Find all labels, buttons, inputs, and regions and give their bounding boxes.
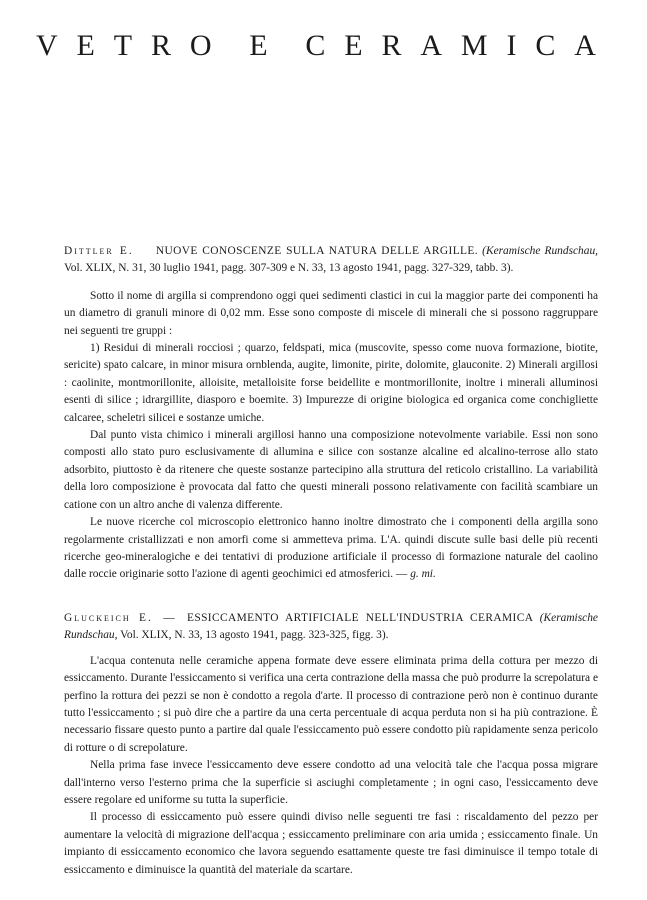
header-letter: V: [36, 29, 58, 62]
article-heading: [64, 610, 598, 645]
header-letter: M: [460, 29, 488, 62]
header-letter: E: [76, 29, 95, 62]
header-letter: O: [189, 29, 212, 62]
article-heading: [64, 243, 598, 278]
page-header: [36, 28, 596, 64]
header-letter: R: [381, 29, 402, 62]
header-letter: E: [249, 29, 268, 62]
article-title: ESSICCAMENTO ARTIFICIALE NELL'INDUSTRIA CERAMICA: [186, 612, 534, 624]
header-letter: A: [574, 29, 596, 62]
article-journal: (Keramische Rundschau,: [64, 612, 598, 642]
article-paragraph: Nella prima fase invece l'essiccamento deve essere condotto ad una velocità tale che l'acqua possa migrare dall'interno verso l'esterno prima che la superficie si asciughi completamente ; in ogni caso, l'essiccamento deve essere regolare ed uniforme su tutta la superficie.: [64, 759, 598, 807]
article-author: Gluckeich E.: [64, 612, 153, 624]
article-dash: —: [163, 612, 175, 624]
article-paragraph: Il processo di essiccamento può essere quindi diviso nelle seguenti tre fasi : riscaldamento del pezzo per aumentare la velocità di migrazione dell'acqua ; essiccamento preliminare con aria umida ; essiccamento finale. Un impianto di essiccamento economico che lavora seguendo esattamente queste tre fasi diminuisce il tempo totale di essiccamento e diminuisce la quantità del materiale da scartare.: [64, 811, 598, 876]
article-paragraph: 1) Residui di minerali rocciosi ; quarzo, feldspati, mica (muscovite, spesso come nuova formazione, biotite, sericite) spato calcare, in minor misura ornblenda, augite, limonite, pirite, dolomite, glauconite. 2) Minerali argillosi : caolinite, montmorillonite, alloisite, metalloisite forse beidellite e montmorillonite, inoltre i minerali alluminosi esenti di silice ; idrargillite, diasporo e boemite. 3) Impurezze di origine biologica ed organica come conchigliette calcaree, scheletri silicei e sostanze umiche.: [64, 342, 598, 424]
header-letter: A: [420, 29, 442, 62]
header-letter: E: [344, 29, 363, 62]
article-citation: Vol. XLIX, N. 33, 13 agosto 1941, pagg. 323-325, figg. 3).: [120, 629, 389, 642]
header-letter: T: [113, 29, 133, 62]
article-citation: Vol. XLIX, N. 31, 30 luglio 1941, pagg. 307-309 e N. 33, 13 agosto 1941, pagg. 327-329, tabb. 3).: [64, 262, 514, 275]
header-letter: C: [305, 29, 326, 62]
article-gluckeich: [64, 610, 598, 879]
article-paragraph: Sotto il nome di argilla si comprendono oggi quei sedimenti clastici in cui la maggior parte dei componenti ha un diametro di granuli minore di 0,02 mm. Esse sono composte di miscele di minerali che si possono raggruppare nei seguenti tre gruppi :: [64, 289, 598, 337]
header-letter: I: [506, 29, 517, 62]
article-signature: g. mi.: [410, 568, 436, 581]
article-paragraph: Dal punto vista chimico i minerali argillosi hanno una composizione notevolmente variabile. Essi non sono composti allo stato puro esclusivamente di allumina e silice con sostanze alcaline ed alcalino-terrose allo stato adsorbito, piuttosto è da ritenere che queste sostanze partecipino alla struttura del reticolo cristallino. La variabilità della loro composizione è provocata dal fatto che questi minerali possono relativamente con facilità scambiare un catione con un altro anche di valenza differente.: [64, 429, 598, 511]
article-paragraph: [64, 514, 598, 584]
article-paragraph: L'acqua contenuta nelle ceramiche appena formate deve essere eliminata prima della cottura per mezzo di essiccamento. Durante l'essiccamento si verifica una certa contrazione della massa che può produrre la screpolatura e perfino la rottura dei pezzi se non è condotto a regola d'arte. Il processo di contrazione però non è continuo durante tutto l'essiccamento ; si può dire che a partire da una certa percentuale di acqua perduta non si ha più contrazione. È necessario fissare questo punto a partire dal quale l'essiccamento può essere condotto più rapidamente senza pericolo di rotture o di screpolature.: [64, 654, 599, 754]
header-letter: C: [535, 29, 556, 62]
article-author: Dittler E.: [64, 245, 134, 257]
article-dittler: [64, 243, 598, 584]
article-title: NUOVE CONOSCENZE SULLA NATURA DELLE ARGILLE.: [155, 245, 479, 257]
article-journal: (Keramische Rundschau,: [482, 245, 598, 257]
header-letter: R: [150, 29, 171, 62]
article-paragraph-text: Le nuove ricerche col microscopio elettronico hanno inoltre dimostrato che i componenti della argilla sono regolarmente cristallizzati e non amorfi come si ammetteva prima. L'A. quindi discute sulle basi delle più recenti ricerche geo-mineralogiche e dei tentativi di produzione artificiale il processo di formazione naturale del caolino dalle roccie originarie sotto l'azione di agenti geochimici ed atmosferici. —: [64, 516, 598, 581]
